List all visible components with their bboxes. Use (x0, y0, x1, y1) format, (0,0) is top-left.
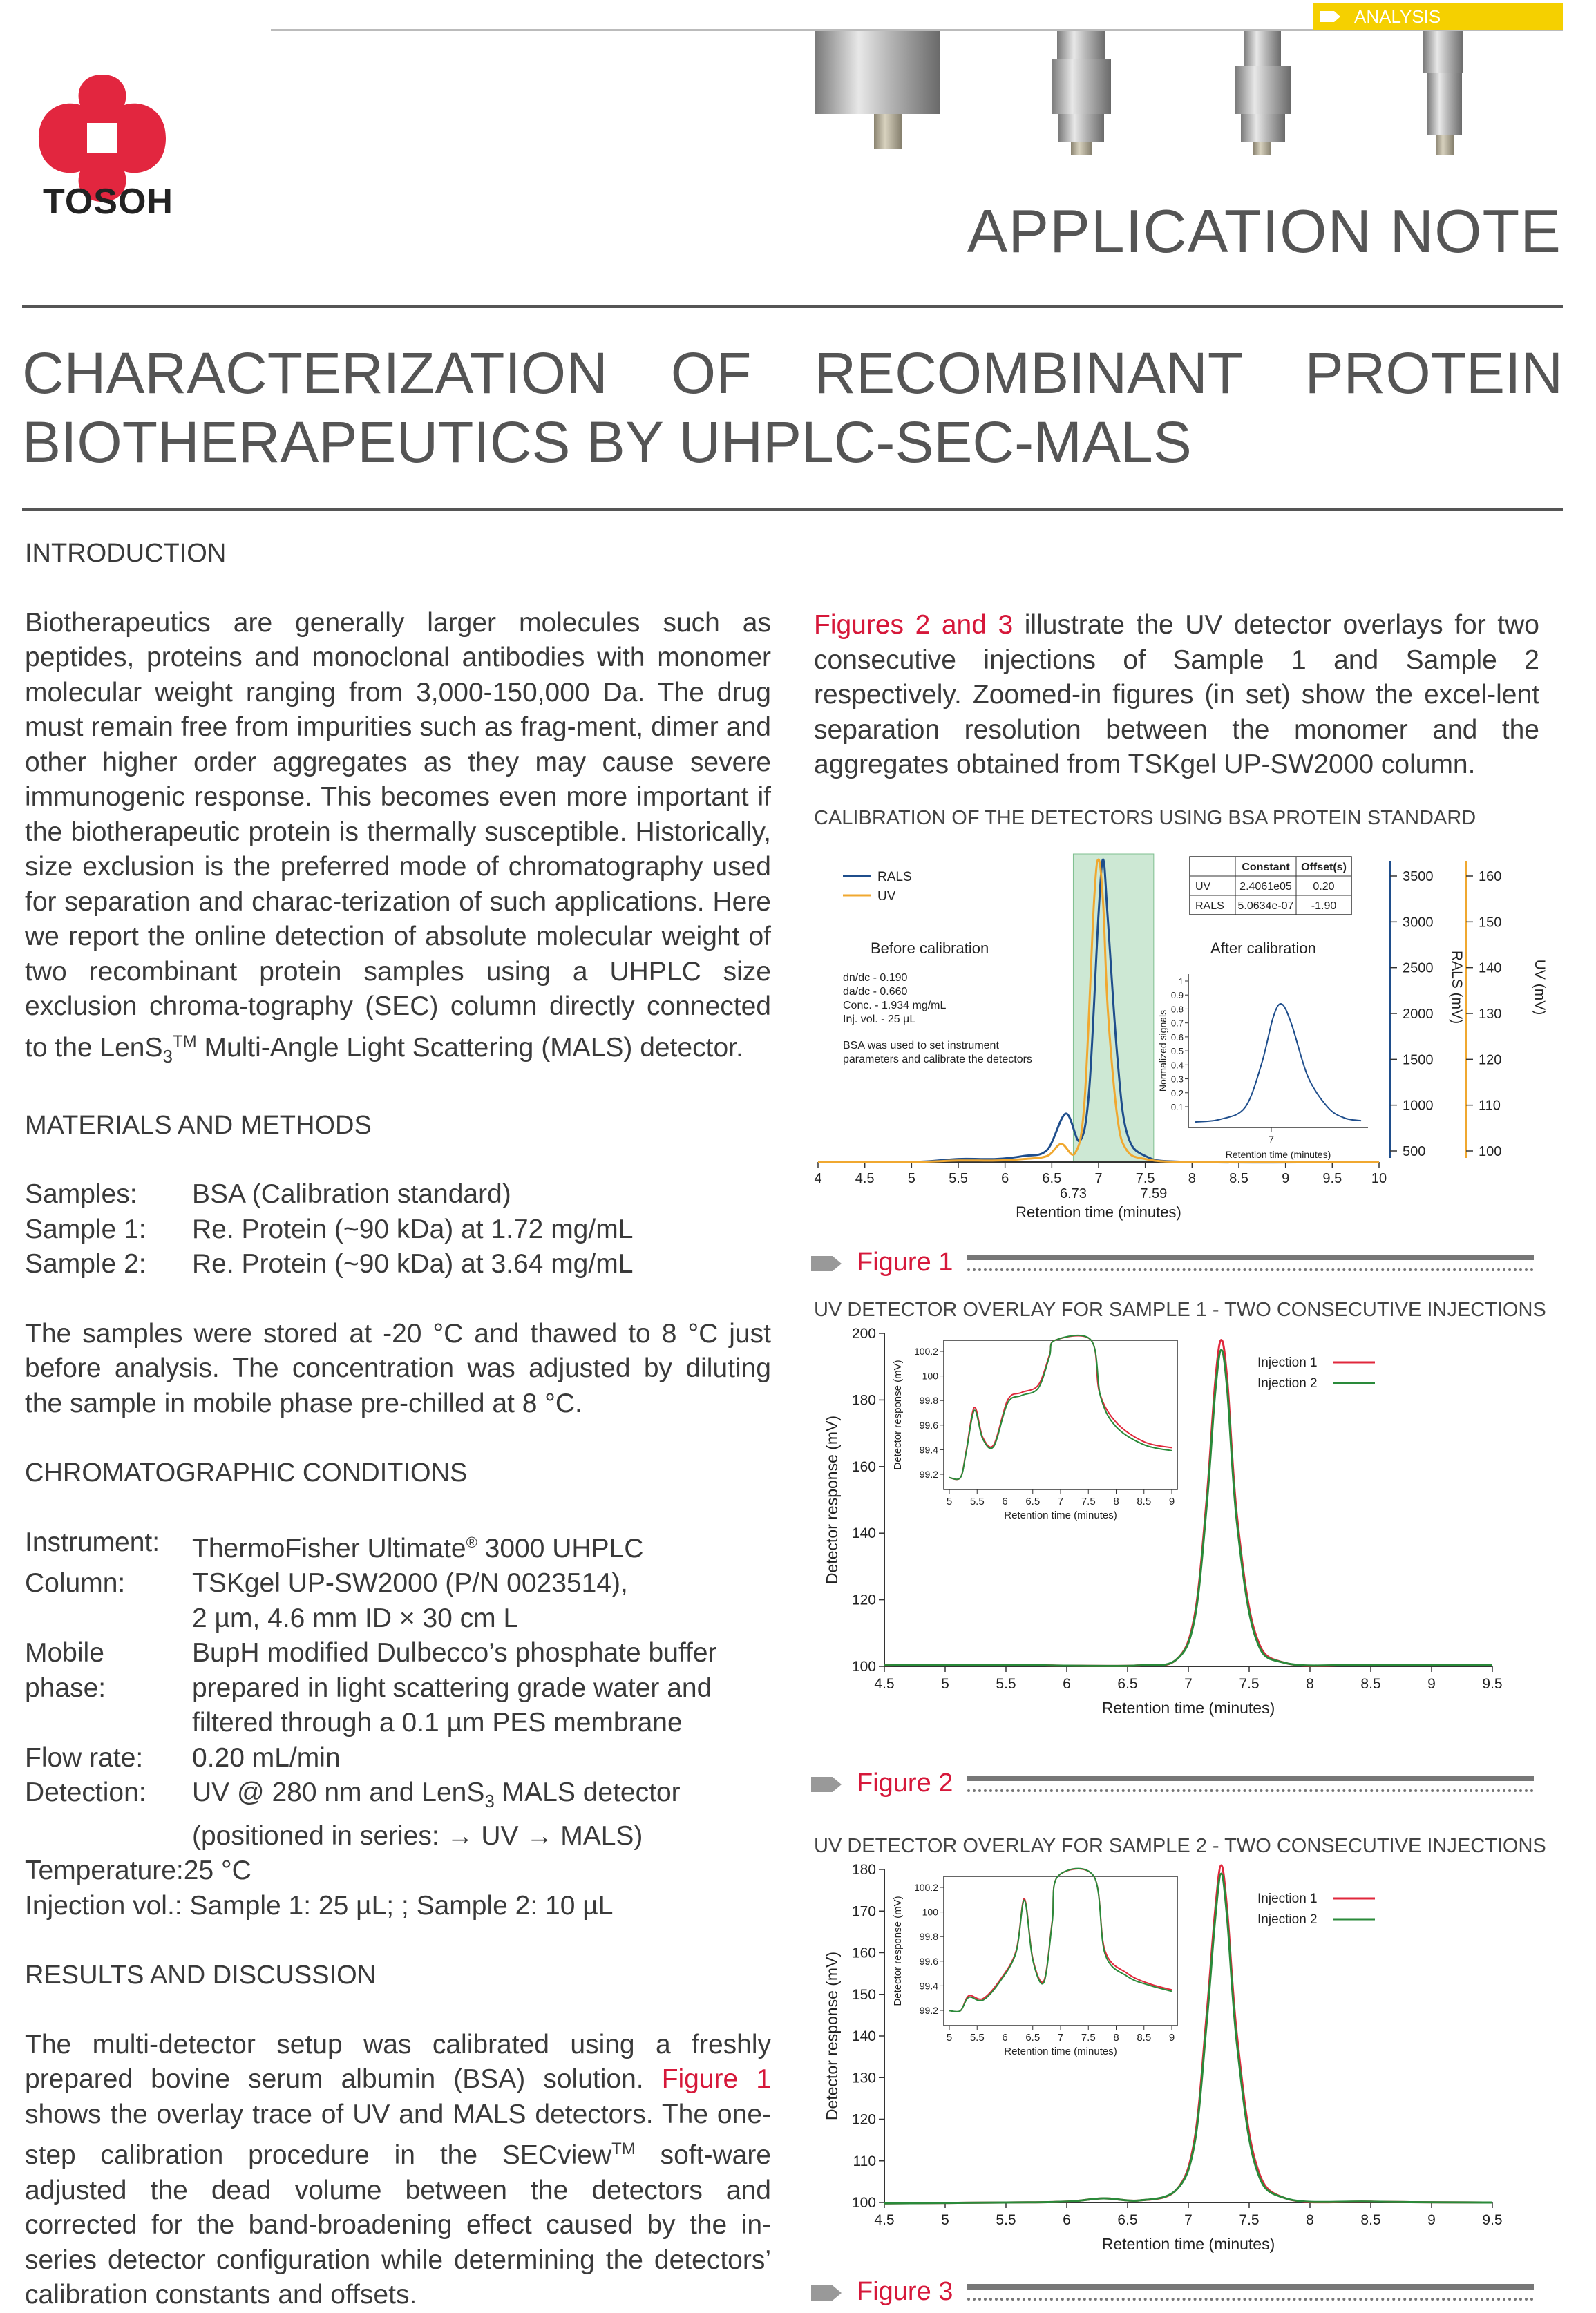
inset-x-title: Retention time (minutes) (1225, 1149, 1331, 1160)
temperature-line: Temperature:25 °C (25, 1856, 251, 1886)
inset-x-tick-label: 7.5 (1081, 1496, 1096, 1507)
before-calibration-label: Before calibration (871, 940, 989, 957)
right-tick-label: 110 (1479, 1098, 1501, 1114)
inset-y-tick-label: 0.4 (1170, 1060, 1184, 1071)
conditions-heading: CHROMATOGRAPHIC CONDITIONS (25, 1458, 468, 1488)
legend-label: UV (877, 889, 896, 904)
instrument-row (25, 1525, 771, 1567)
y-tick-label: 200 (851, 1326, 876, 1342)
inset-x-tick-label: 5 (946, 1496, 953, 1507)
sample-row (25, 1212, 771, 1248)
x-tick-label: 6.5 (1042, 1171, 1062, 1186)
mobile-line: BupH modified Dulbecco’s phosphate buffer (192, 1638, 717, 1668)
inset-x-tick-label: 9 (1168, 1496, 1175, 1507)
figure-2-dots (967, 1789, 1534, 1792)
x-axis-title: Retention time (minutes) (1101, 1699, 1275, 1717)
table-cell-text: Constant (1242, 862, 1290, 873)
table-cell-text: 2.4061e05 (1239, 881, 1292, 893)
right-tick-label: 1000 (1403, 1098, 1434, 1114)
x-tick-label: 7.5 (1135, 1171, 1155, 1186)
inset-x-tick-label: 6.5 (1025, 1496, 1041, 1507)
mobile-phase-key (25, 1636, 192, 1741)
sample-row (25, 1247, 771, 1282)
brand-name: TOSOH (43, 182, 173, 222)
mobile-key-line: Mobile (25, 1638, 104, 1668)
table-cell-text: 5.0634e-07 (1237, 900, 1294, 912)
column-value (192, 1566, 628, 1636)
x-tick-label: 6.5 (1117, 1676, 1138, 1692)
detection-text: UV @ 280 nm and LenS (192, 1778, 485, 1808)
column-row (25, 1566, 771, 1636)
legend-label: Injection 2 (1257, 1376, 1318, 1391)
inset-x-tick-label: 7 (1057, 1496, 1064, 1507)
table-cell-text: RALS (1195, 900, 1224, 912)
table-cell-text: UV (1195, 881, 1211, 893)
x-tick-label: 6.5 (1117, 2212, 1138, 2228)
figure-1-bar (967, 1255, 1534, 1260)
inset-y-tick-label: 99.8 (919, 1931, 938, 1943)
right-tick-label: 160 (1479, 869, 1502, 884)
page-title: CHARACTERIZATION OF RECOMBINANT PROTEIN BIOTHERAPEUTICS BY UHPLC-SEC-MALS (22, 341, 1563, 475)
x-tick-label: 7.5 (1239, 2212, 1260, 2228)
inset-x-tick-label: 7 (1269, 1134, 1274, 1145)
right-axis-title: RALS (mV) (1449, 950, 1465, 1025)
inset-y-tick-label: 99.6 (919, 1419, 938, 1431)
inset-y-tick-label: 99.2 (919, 1469, 938, 1480)
right-tick-label: 140 (1479, 960, 1502, 976)
right-tick-label: 120 (1479, 1052, 1502, 1068)
column-line: 2 µm, 4.6 mm ID × 30 cm L (192, 1603, 519, 1633)
sample-key: Sample 1: (25, 1214, 146, 1244)
figures-link[interactable]: Figures 2 and 3 (814, 610, 1014, 640)
figure-3-bar (967, 2284, 1534, 2290)
y-axis-title: Detector response (mV) (823, 1951, 841, 2121)
figure-2-chart (801, 1321, 1575, 1749)
inset-x-tick-label: 6 (1002, 1496, 1008, 1507)
x-tick-label: 9.5 (1322, 1171, 1342, 1186)
figure-arrow-icon (811, 1256, 842, 1271)
inset-x-tick-label: 7.5 (1081, 2032, 1096, 2044)
results-text: shows the overlay trace of UV and MALS detectors. The one-step calibration procedure in the SECview (25, 2099, 771, 2171)
trademark-sup: TM (611, 2140, 636, 2159)
after-calibration-label: After calibration (1210, 940, 1316, 957)
instrument-value (192, 1525, 643, 1567)
x-tick-label: 10 (1371, 1171, 1387, 1186)
figures-text: illustrate the UV detector overlays for two consecutive injections of Sample 1 and Sample 2 respectively. Zoomed-in figures (in set) show the excel-lent separation resolution between the monomer and the aggregates obtained from TSKgel UP-SW2000 column. (814, 610, 1539, 779)
x-tick-label: 7 (1184, 2212, 1193, 2228)
figure-1-link[interactable]: Figure 1 (661, 2064, 771, 2095)
detection-sub: 3 (484, 1791, 495, 1812)
intro-sup: TM (172, 1031, 197, 1051)
inset-y-tick-label: 100.2 (913, 1346, 938, 1357)
sample-value: Re. Protein (~90 kDa) at 1.72 mg/mL (192, 1214, 634, 1244)
x-tick-label: 6 (1063, 2212, 1071, 2228)
category-label: ANALYSIS (1354, 6, 1441, 27)
parameter-label: dn/dc - 0.190 (843, 972, 908, 984)
title-divider (22, 508, 1563, 511)
detection-key: Detection: (25, 1778, 146, 1808)
y-axis-title: Detector response (mV) (823, 1415, 841, 1585)
inset-x-tick-label: 5 (946, 2032, 953, 2044)
x-tick-label: 8.5 (1360, 2212, 1381, 2228)
inset-y-title: Normalized signals (1157, 1009, 1168, 1092)
legend-label: RALS (877, 870, 912, 884)
right-tick-label: 100 (1479, 1144, 1502, 1159)
figure-2-bar (967, 1776, 1534, 1781)
figure-1-label: Figure 1 (857, 1248, 953, 1277)
inset-y-tick-label: 99.2 (919, 2005, 938, 2016)
right-tick-label: 130 (1479, 1007, 1502, 1022)
mobile-line: prepared in light scattering grade water and (192, 1673, 712, 1703)
inset-x-tick-label: 8 (1113, 2032, 1119, 2044)
inset-y-tick-label: 0.2 (1170, 1087, 1184, 1098)
inset-y-tick-label: 0.7 (1170, 1018, 1184, 1029)
right-axis-title: UV (mV) (1532, 959, 1548, 1016)
x-axis-title: Retention time (minutes) (1016, 1203, 1181, 1221)
inset-x-tick-label: 8.5 (1137, 1496, 1152, 1507)
x-tick-label: 6 (1001, 1171, 1009, 1186)
column-key: Column: (25, 1568, 126, 1599)
mobile-line: filtered through a 0.1 µm PES membrane (192, 1708, 683, 1738)
inset-background (1188, 974, 1368, 1127)
x-tick-label: 8 (1306, 1676, 1314, 1692)
storage-paragraph: The samples were stored at -20 °C and thawed to 8 °C just before analysis. The concentration was adjusted by diluting the sample in mobile phase pre-chilled at 8 °C. (25, 1318, 771, 1418)
inset-x-tick-label: 5.5 (969, 1496, 985, 1507)
parameter-label: Inj. vol. - 25 µL (843, 1013, 916, 1025)
figure-arrow-icon (811, 2285, 842, 2301)
marker-label: 6.73 (1059, 1186, 1087, 1201)
flow-value: 0.20 mL/min (192, 1742, 341, 1773)
note-label: BSA was used to set instrument (843, 1040, 999, 1051)
x-tick-label: 5 (941, 2212, 949, 2228)
x-tick-label: 8 (1306, 2212, 1314, 2228)
left-column (25, 536, 771, 2313)
legend-label: Injection 1 (1257, 1355, 1318, 1370)
x-tick-label: 5.5 (949, 1171, 968, 1186)
y-tick-label: 160 (851, 1945, 876, 1961)
registered-mark: ® (466, 1533, 477, 1551)
note-label: parameters and calibrate the detectors (843, 1054, 1032, 1065)
right-tick-label: 500 (1403, 1144, 1426, 1159)
inset-y-tick-label: 0.1 (1170, 1102, 1184, 1112)
figure-1-caption: CALIBRATION OF THE DETECTORS USING BSA PROTEIN STANDARD (814, 807, 1476, 829)
inset-y-tick-label: 99.8 (919, 1395, 938, 1407)
inset-x-tick-label: 6 (1002, 2032, 1008, 2044)
document-type: APPLICATION NOTE (967, 197, 1561, 265)
right-tick-label: 1500 (1403, 1052, 1434, 1068)
right-tick-label: 2500 (1403, 960, 1434, 976)
detection-line: (positioned in series: → UV → MALS) (192, 1820, 643, 1851)
right-tick-label: 150 (1479, 915, 1502, 931)
inset-y-title: Detector response (mV) (892, 1896, 904, 2006)
parameter-label: da/dc - 0.660 (843, 986, 908, 998)
x-tick-label: 4.5 (855, 1171, 875, 1186)
x-tick-label: 5 (941, 1676, 949, 1692)
right-tick-label: 3000 (1403, 915, 1434, 931)
y-tick-label: 140 (851, 1525, 876, 1542)
figure-2-caption: UV DETECTOR OVERLAY FOR SAMPLE 1 - TWO CONSECUTIVE INJECTIONS (814, 1299, 1546, 1321)
flow-key: Flow rate: (25, 1742, 144, 1773)
y-tick-label: 120 (851, 2111, 876, 2128)
figure-3-dots (967, 2298, 1534, 2301)
inset-y-tick-label: 0.9 (1170, 990, 1184, 1001)
y-tick-label: 130 (851, 2070, 876, 2086)
x-tick-label: 7.5 (1239, 1676, 1260, 1692)
sample-value: BSA (Calibration standard) (192, 1179, 511, 1210)
inset-y-tick-label: 100 (922, 1370, 938, 1382)
x-tick-label: 5 (907, 1171, 915, 1186)
y-tick-label: 100 (851, 2195, 876, 2211)
table-cell-text: Offset(s) (1301, 862, 1347, 873)
intro-heading: INTRODUCTION (25, 539, 227, 568)
materials-heading: MATERIALS AND METHODS (25, 1110, 372, 1140)
inset-y-title: Detector response (mV) (892, 1360, 904, 1470)
right-tick-label: 3500 (1403, 869, 1434, 884)
injection-line: Injection vol.: Sample 1: 25 µL; ; Sample 2: 10 µL (25, 1890, 614, 1921)
inset-frame (944, 1876, 1177, 2026)
x-tick-label: 9 (1427, 1676, 1436, 1692)
inset-frame (944, 1340, 1177, 1489)
results-heading: RESULTS AND DISCUSSION (25, 1961, 377, 1990)
x-tick-label: 6 (1063, 1676, 1071, 1692)
x-tick-label: 7 (1094, 1171, 1103, 1186)
column-line: TSKgel UP-SW2000 (P/N 0023514), (192, 1568, 628, 1599)
y-tick-label: 100 (851, 1659, 876, 1675)
inset-y-tick-label: 99.4 (919, 1980, 938, 1992)
legend-label: Injection 2 (1257, 1912, 1318, 1927)
inset-x-title: Retention time (minutes) (1004, 2046, 1117, 2057)
y-tick-label: 150 (851, 1986, 876, 2003)
intro-paragraph (25, 606, 771, 1074)
y-tick-label: 110 (853, 2153, 876, 2169)
x-tick-label: 8 (1188, 1171, 1196, 1186)
flow-row (25, 1741, 771, 1776)
right-column (814, 608, 1539, 783)
detection-row (25, 1776, 771, 1854)
inset-x-tick-label: 5.5 (969, 2032, 985, 2044)
category-tab (1313, 3, 1563, 30)
inset-x-tick-label: 7 (1057, 2032, 1064, 2044)
y-tick-label: 180 (851, 1392, 876, 1409)
x-tick-label: 9 (1282, 1171, 1290, 1186)
inset-y-tick-label: 1 (1178, 976, 1184, 987)
mobile-phase-row (25, 1636, 771, 1741)
x-tick-label: 7 (1184, 1676, 1193, 1692)
x-tick-label: 9 (1427, 2212, 1436, 2228)
table-cell-text: -1.90 (1311, 900, 1337, 912)
results-paragraph (25, 2028, 771, 2313)
x-tick-label: 5.5 (996, 1676, 1016, 1692)
inset-y-tick-label: 0.5 (1170, 1046, 1184, 1057)
inset-x-tick-label: 6.5 (1025, 2032, 1041, 2044)
instrument-key: Instrument: (25, 1527, 160, 1557)
figure-arrow-icon (811, 1777, 842, 1792)
x-tick-label: 4.5 (874, 1676, 895, 1692)
inset-y-tick-label: 100 (922, 1906, 938, 1918)
mobile-phase-value (192, 1636, 717, 1741)
detection-value (192, 1776, 681, 1854)
inset-x-tick-label: 8.5 (1137, 2032, 1152, 2044)
y-tick-label: 170 (851, 1903, 876, 1920)
inset-x-title: Retention time (minutes) (1004, 1510, 1117, 1521)
sample-key: Sample 2: (25, 1249, 146, 1279)
figure-3-caption: UV DETECTOR OVERLAY FOR SAMPLE 2 - TWO CONSECUTIVE INJECTIONS (814, 1835, 1546, 1857)
inset-y-tick-label: 0.3 (1170, 1074, 1184, 1085)
x-tick-label: 9.5 (1482, 2212, 1503, 2228)
figure-2-label: Figure 2 (857, 1769, 953, 1798)
figure-3-label: Figure 3 (857, 2277, 953, 2306)
instrument-text-end: 3000 UHPLC (477, 1533, 644, 1563)
y-tick-label: 160 (851, 1458, 876, 1475)
intro-text-end: Multi-Angle Light Scattering (MALS) detector. (196, 1032, 743, 1063)
instrument-text: ThermoFisher Ultimate (192, 1533, 466, 1563)
top-divider (22, 305, 1563, 308)
x-axis-title: Retention time (minutes) (1101, 2235, 1275, 2253)
figure-3-chart (801, 1857, 1575, 2285)
y-tick-label: 140 (851, 2028, 876, 2044)
inset-x-tick-label: 9 (1168, 2032, 1175, 2044)
results-text: The multi-detector setup was calibrated using a freshly prepared bovine serum albumin (BSA) solution. (25, 2029, 771, 2095)
intro-text: Biotherapeutics are generally larger molecules such as peptides, proteins and monoclonal antibodies with monomer molecular weight ranging from 3,000-150,000 Da. The drug must remain free from impurities such as frag-ment, dimer and other higher order aggregates as they may cause severe immunogenic response. This becomes even more important if the biotherapeutic protein is thermally susceptible. Historically, size exclusion is the preferred mode of chromatography used for separation and charac-terization of such applications. Here we report the online detection of absolute molecular weight of two recombinant protein samples using a UHPLC size exclusion chroma-tography (SEC) column directly connected to the LenS (25, 607, 771, 1063)
x-tick-label: 8.5 (1360, 1676, 1381, 1692)
inset-y-tick-label: 100.2 (913, 1882, 938, 1893)
intro-sub: 3 (162, 1045, 173, 1067)
table-cell-text: 0.20 (1313, 881, 1335, 893)
parameter-label: Conc. - 1.934 mg/mL (843, 1000, 947, 1011)
sample-row (25, 1177, 771, 1212)
x-tick-label: 9.5 (1482, 1676, 1503, 1692)
results-text-end: soft-ware adjusted the dead volume between the detectors and corrected for the band-broadening effect caused by the in-series detector configuration while determining the detectors’ calibration constants and offsets. (25, 2140, 771, 2310)
y-tick-label: 120 (851, 1592, 876, 1608)
right-tick-label: 2000 (1403, 1007, 1434, 1022)
arrow-icon (1320, 11, 1340, 22)
fittings-image (801, 31, 1534, 155)
y-tick-label: 180 (851, 1862, 876, 1878)
inset-x-tick-label: 8 (1113, 1496, 1119, 1507)
marker-label: 7.59 (1140, 1186, 1168, 1201)
x-tick-label: 4.5 (874, 2212, 895, 2228)
legend-label: Injection 1 (1257, 1892, 1318, 1906)
inset-y-tick-label: 0.6 (1170, 1031, 1184, 1043)
figures-paragraph (814, 608, 1539, 783)
x-tick-label: 5.5 (996, 2212, 1016, 2228)
detection-text-end: MALS detector (494, 1778, 681, 1808)
figure-1-dots (967, 1268, 1534, 1271)
inset-y-tick-label: 99.6 (919, 1955, 938, 1967)
sample-key: Samples: (25, 1179, 137, 1210)
sample-value: Re. Protein (~90 kDa) at 3.64 mg/mL (192, 1249, 634, 1279)
figure-1-chart (801, 829, 1575, 1244)
x-tick-label: 4 (814, 1171, 822, 1186)
x-tick-label: 8.5 (1229, 1171, 1248, 1186)
inset-y-tick-label: 99.4 (919, 1444, 938, 1456)
mobile-key-line: phase: (25, 1673, 106, 1703)
inset-y-tick-label: 0.8 (1170, 1004, 1184, 1015)
